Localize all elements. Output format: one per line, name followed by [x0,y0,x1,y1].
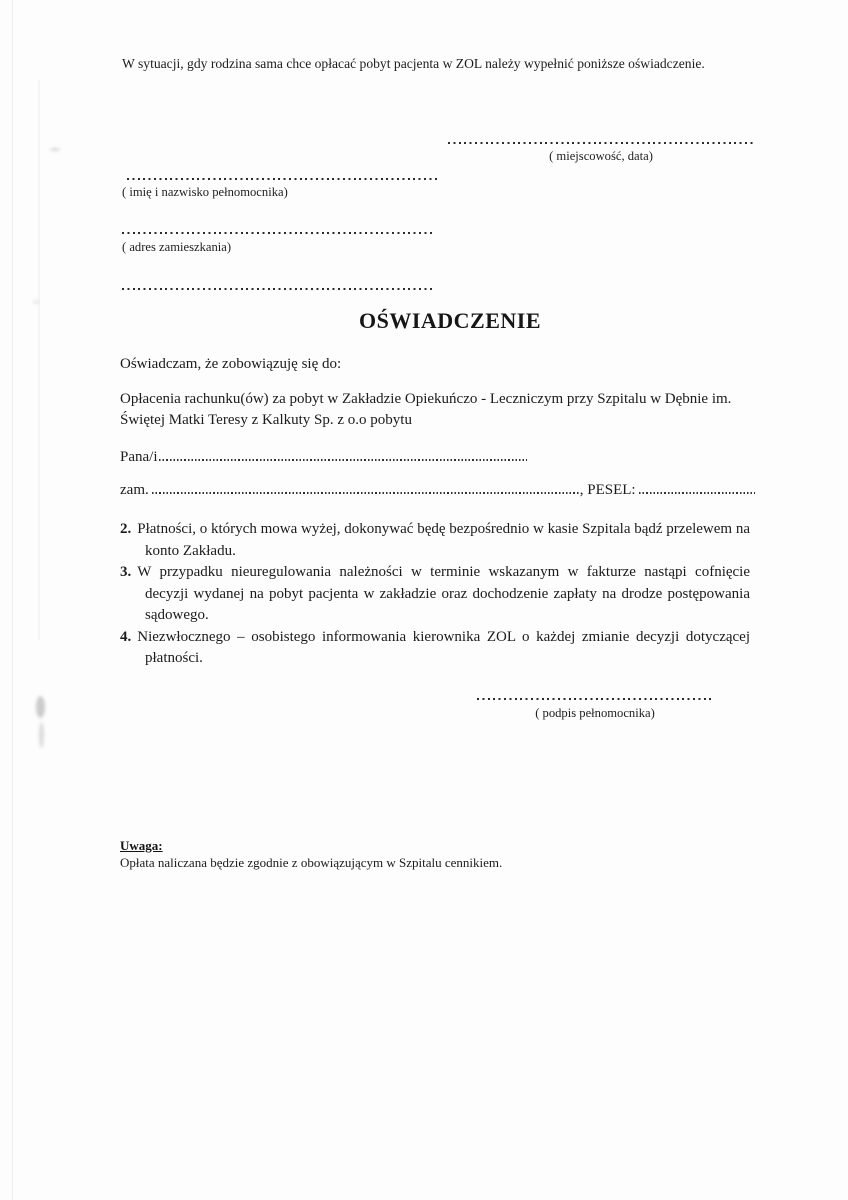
scan-smudge-artifact [33,300,39,304]
note-text: Opłata naliczana będzie zgodnie z obowiązującym w Szpitalu cennikiem. [120,855,503,870]
list-item [120,627,750,670]
declaration-intro: Oświadczam, że zobowiązuję się do: [120,356,342,372]
list-item-text: W przypadku nieuregulowania należności w terminie wskazanym w fakturze nastąpi cofnięcie decyzji wydanej na pobyt pacjenta w zakładzie oraz dochodzenie zapłaty na drodze postępowania sądowego. [137,564,750,623]
name-caption: ( imię i nazwisko pełnomocnika) [122,185,288,199]
zam-pesel-fill-row [120,480,755,501]
scan-smudge-artifact [36,696,45,718]
obligation-paragraph: Opłacenia rachunku(ów) za pobyt w Zakładzie Opiekuńczo - Leczniczym przy Szpitalu w Dębnie im. Świętej Matki Teresy z Kalkuty Sp. z o.o pobytu [120,391,732,428]
zam-label: zam. [120,482,149,498]
scan-edge-artifact [12,0,13,1200]
scan-streak-artifact [38,80,40,640]
pesel-dotted-line [639,492,755,494]
intro-paragraph: W sytuacji, gdy rodzina sama chce opłacać pobyt pacjenta w ZOL należy wypełnić poniższe oświadczenie. [122,56,705,71]
pana-dotted-line [159,459,527,461]
pesel-label: , PESEL: [579,482,636,498]
list-item-number: 3. [120,564,132,580]
signature-caption: ( podpis pełnomocnika) [535,706,655,720]
address-dotted-line [122,232,434,234]
place-date-caption: ( miejscowość, data) [549,149,653,163]
extra-dotted-line [122,288,434,290]
obligations-list [120,519,750,670]
list-item-number: 4. [120,628,132,645]
address-caption: ( adres zamieszkania) [122,240,232,254]
list-item-number: 2. [120,521,132,537]
scan-smudge-artifact [50,148,60,151]
list-item-text: Płatności, o których mowa wyżej, dokonywać będę bezpośrednio w kasie Szpitala bądź przelewem na konto Zakładu. [137,521,750,559]
list-item [120,519,750,562]
pana-label: Pana/i [120,449,158,465]
zam-dotted-line [152,492,580,494]
document-title: OŚWIADCZENIE [358,308,542,333]
list-item-text: Niezwłocznego – osobistego informowania kierownika ZOL o każdej zmianie decyzji dotyczącej płatności. [137,628,750,666]
note-heading: Uwaga: [120,838,163,853]
scan-smudge-artifact [39,722,44,748]
place-date-dotted-line [448,142,754,144]
name-dotted-line [127,178,437,180]
pana-fill-row [120,447,527,468]
signature-dotted-line [477,698,713,700]
list-item [120,562,750,627]
